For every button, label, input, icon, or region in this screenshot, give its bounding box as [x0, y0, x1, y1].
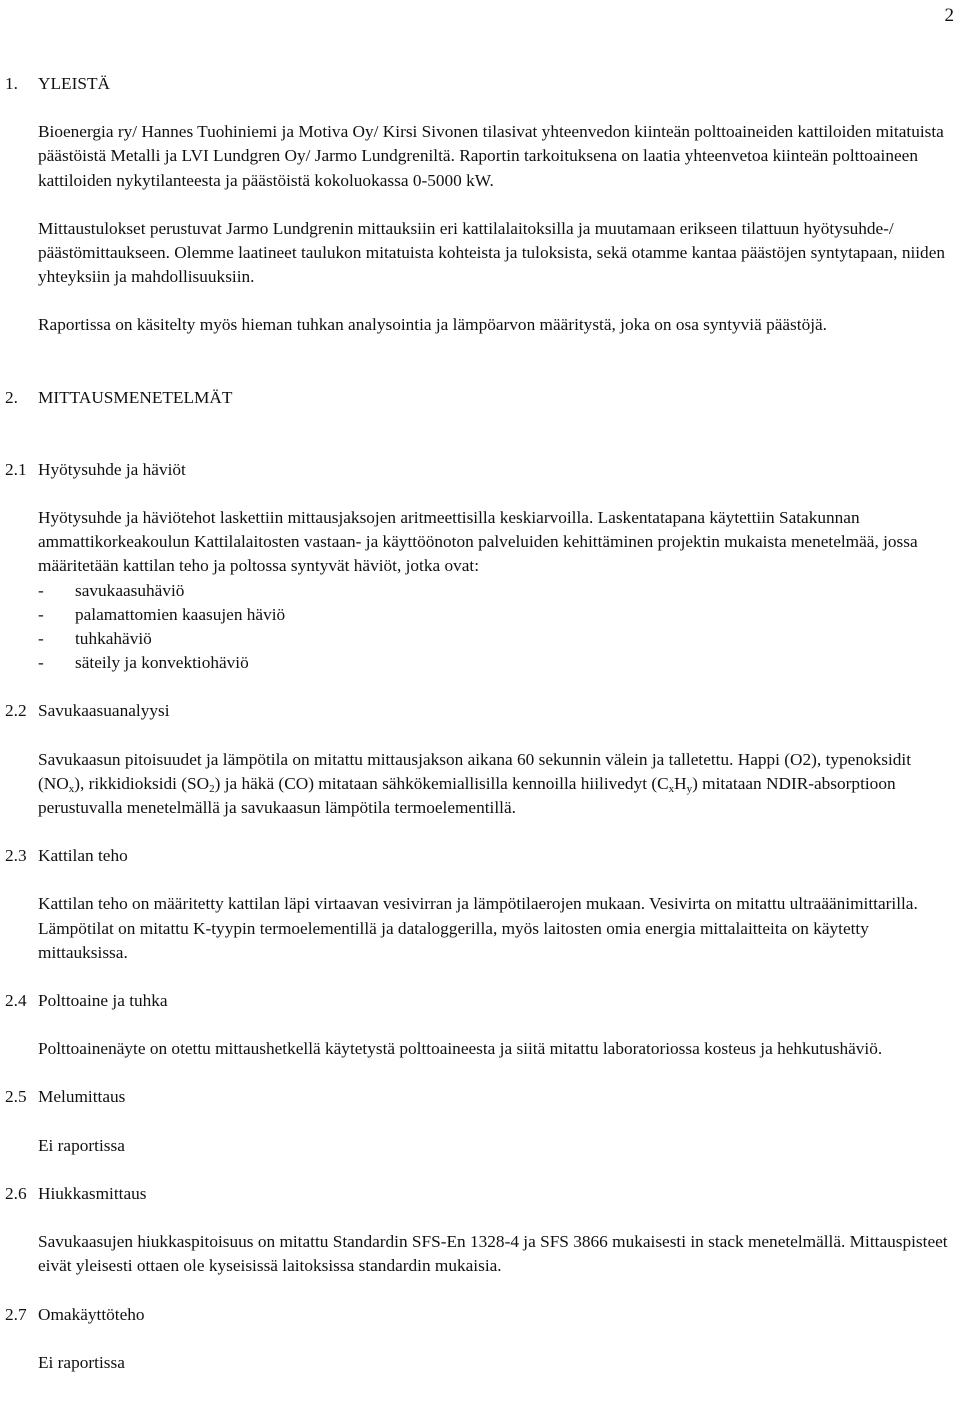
text-run: H	[674, 773, 687, 793]
subsection-heading-2-5	[5, 1085, 955, 1109]
list-item	[38, 579, 955, 603]
subsection-body-2-2	[38, 748, 955, 821]
list-item-text: palamattomien kaasujen häviö	[75, 604, 286, 624]
section-title: YLEISTÄ	[38, 74, 110, 93]
subsection-body-2-6	[38, 1230, 955, 1278]
section-number: 2.	[5, 387, 18, 407]
loss-list	[38, 579, 955, 676]
section-heading-2	[5, 386, 955, 410]
section-title: Polttoaine ja tuhka	[38, 991, 168, 1011]
subscript: 2	[209, 782, 215, 795]
subsection-heading-2-4	[5, 989, 955, 1013]
section-number: 2.4	[5, 991, 27, 1011]
subsection-heading-2-6	[5, 1182, 955, 1206]
document-body	[5, 72, 955, 1375]
list-dash: -	[38, 580, 44, 600]
section-number: 2.5	[5, 1087, 27, 1107]
subsection-heading-2-1	[5, 458, 955, 482]
subsection-body-2-7	[38, 1351, 955, 1375]
section-title: Hyötysuhde ja häviöt	[38, 459, 186, 479]
subsection-body-2-3	[38, 892, 955, 965]
paragraph: Polttoainenäyte on otettu mittaushetkellä käytetystä polttoaineesta ja siitä mitattu laboratoriossa kosteus ja hehkutushäviö.	[38, 1039, 883, 1059]
section-title: Omakäyttöteho	[38, 1304, 145, 1324]
section-number: 2.2	[5, 701, 27, 721]
text-run: ) ja häkä (CO) mitataan sähkökemiallisilla kennoilla hiilivedyt (C	[214, 773, 669, 793]
paragraph: Bioenergia ry/ Hannes Tuohiniemi ja Motiva Oy/ Kirsi Sivonen tilasivat yhteenvedon kiinteän polttoaineiden kattiloiden mitatuista päästöistä Metalli ja LVI Lundgren Oy/ Jarmo Lundgreniltä. Raportin tarkoituksena on laatia yhteenvetoa kiinteän polttoaineen kattiloiden nykytilanteesta ja päästöistä kokoluokassa 0-5000 kW.	[38, 122, 944, 190]
section-title: Kattilan teho	[38, 846, 128, 866]
subsection-body-2-1	[38, 506, 955, 675]
paragraph: Kattilan teho on määritetty kattilan läpi virtaavan vesivirran ja lämpötilaerojen mukaan. Vesivirta on mitattu ultraäänimittarilla. Lämpötilat on mitattu K-tyypin termoelementillä ja dataloggerilla, myös laitosten omia energia mittalaitteita on käytetty mittauksissa.	[38, 894, 918, 962]
subscript: y	[686, 782, 693, 795]
subsection-heading-2-3	[5, 844, 955, 868]
list-dash: -	[38, 629, 44, 649]
section-number: 2.1	[5, 459, 27, 479]
subscript: x	[68, 782, 75, 795]
list-item	[38, 603, 955, 627]
section-body-1	[38, 120, 955, 337]
subsection-body-2-4	[38, 1037, 955, 1061]
list-dash: -	[38, 653, 44, 673]
paragraph: Ei raportissa	[38, 1352, 125, 1372]
list-item-text: savukaasuhäviö	[75, 580, 185, 600]
section-title: Hiukkasmittaus	[38, 1183, 147, 1203]
subsection-heading-2-7	[5, 1303, 955, 1327]
paragraph: Hyötysuhde ja häviötehot laskettiin mittausjaksojen aritmeettisilla keskiarvoilla. Laskentatapana käytettiin Satakunnan ammattikorkeakoulun Kattilalaitosten vastaan- ja käyttöönoton palveluiden kehittäminen projektin mukaista menetelmää, jossa määritetään kattilan teho ja poltossa syntyvät häviöt, jotka ovat:	[38, 508, 918, 576]
section-number: 2.3	[5, 846, 27, 866]
section-number: 2.7	[5, 1304, 27, 1324]
section-title: Melumittaus	[38, 1087, 126, 1107]
section-heading-1	[5, 72, 955, 96]
section-number: 2.6	[5, 1183, 27, 1203]
subscript: x	[668, 782, 675, 795]
list-item-text: tuhkahäviö	[75, 629, 152, 649]
list-item	[38, 627, 955, 651]
paragraph: Raportissa on käsitelty myös hieman tuhkan analysointia ja lämpöarvon määritystä, joka on osa syntyviä päästöjä.	[38, 315, 828, 335]
list-item	[38, 651, 955, 675]
text-run: ), rikkidioksidi (SO	[74, 773, 210, 793]
paragraph: Savukaasujen hiukkaspitoisuus on mitattu Standardin SFS-En 1328-4 ja SFS 3866 mukaisesti in stack menetelmällä. Mittauspisteet eivät yleisesti ottaen ole kyseisissä laitoksissa standardin mukaisia.	[38, 1232, 948, 1276]
paragraph: Ei raportissa	[38, 1135, 125, 1155]
section-title: MITTAUSMENETELMÄT	[38, 387, 233, 407]
paragraph	[38, 748, 955, 821]
subsection-heading-2-2	[5, 699, 955, 723]
page-number: 2	[944, 5, 954, 26]
paragraph: Mittaustulokset perustuvat Jarmo Lundgrenin mittauksiin eri kattilalaitoksilla ja muutamaan erikseen tilattuun hyötysuhde-/ päästömittaukseen. Olemme laatineet taulukon mitatuista kohteista ja tuloksista, sekä otamme kantaa päästöjen syntytapaan, niiden yhteyksiin ja mahdollisuuksiin.	[38, 218, 946, 287]
section-number: 1.	[5, 74, 18, 93]
text-run: ) mitataan NDIR-absorptioon perustuvalla menetelmällä ja savukaasun lämpötila termoelementillä.	[38, 773, 896, 818]
list-item-text: säteily ja konvektiohäviö	[75, 653, 249, 673]
list-dash: -	[38, 604, 44, 624]
text-run: Savukaasun pitoisuudet ja lämpötila on mitattu mittausjakson aikana 60 sekunnin välein ja talletettu. Happi (O2), typenoksidit (NO	[38, 749, 912, 793]
subsection-body-2-5	[38, 1134, 955, 1158]
section-title: Savukaasuanalyysi	[38, 701, 170, 721]
